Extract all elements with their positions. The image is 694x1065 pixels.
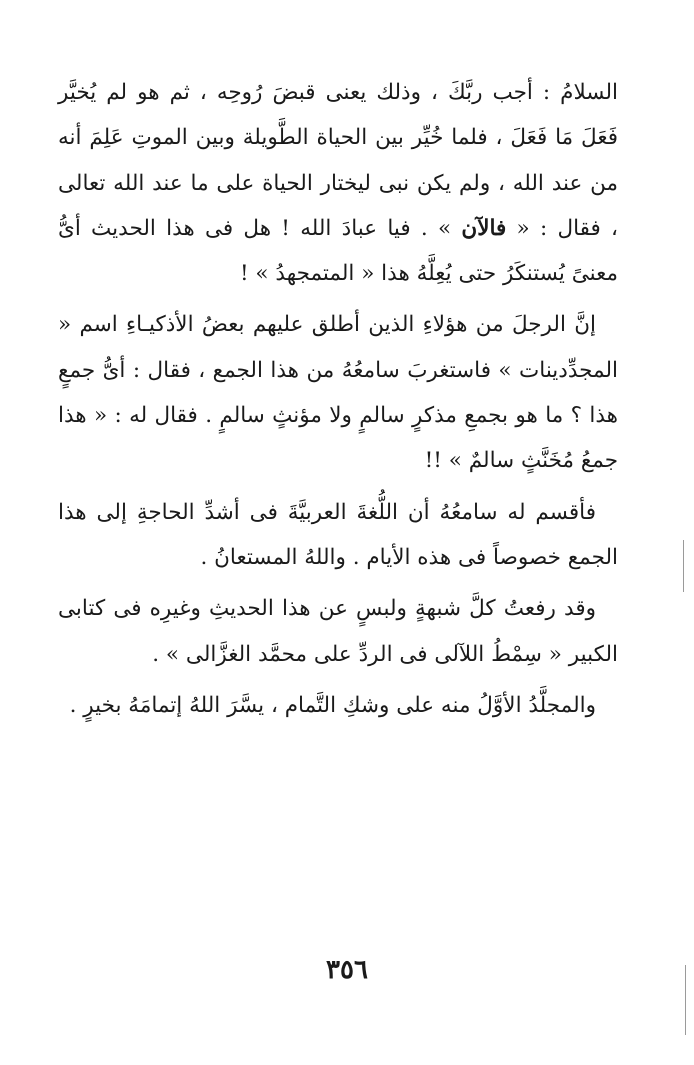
paragraph-1 — [58, 70, 618, 296]
paragraph-3: فأقسم له سامعُهُ أن اللُّغةَ العربيَّةَ فى أشدِّ الحاجةِ إلى هذا الجمع خصوصاً فى هذه الأيام . واللهُ المستعانُ . — [58, 499, 618, 570]
paragraph-1-end: » . فيا عبادَ الله ! هل فى هذا الحديث أىُّ معنىً يُستنكَرُ حتى يُعِلَّهُ هذا « المتمجهدُ » ! — [58, 215, 618, 287]
page-body — [58, 70, 618, 728]
paragraph-1-start: السلامُ : أجب ربَّكَ ، وذلك يعنى قبضَ رُوحِه ، ثم هو لم يُخيَّر فَعَلَ مَا فَعَلَ ، فلما خُيِّر بين الحياة الطَّويلة وبين الموتِ عَلِمَ أنه من عند الله ، ولم يكن نبى ليختار الحياة على ما عند الله تعالى ، فقال : « — [58, 80, 618, 241]
paragraph-5: والمجلَّدُ الأوَّلُ منه على وشكِ التَّمام ، يسَّرَ اللهُ إتمامَهُ بخيرٍ . — [69, 692, 596, 718]
scan-edge-mark — [685, 965, 686, 1035]
page-number: ٣٥٦ — [326, 955, 368, 985]
paragraph-1-bold-word: فالآن — [461, 215, 507, 241]
scan-edge-mark — [683, 540, 684, 592]
paragraph-4: وقد رفعتُ كلَّ شبهةٍ ولبسٍ عن هذا الحديثِ وغيرِه فى كتابى الكبير « سِمْطُ اللآلى فى الردِّ على محمَّد الغزَّالى » . — [58, 596, 618, 667]
paragraph-2: إنَّ الرجلَ من هؤلاءِ الذين أطلق عليهم بعضُ الأذكيـاءِ اسم « المجدِّدينات » فاستغربَ سامعُهُ من هذا الجمع ، فقال : أىُّ جمعٍ هذا ؟ ما هو بجمعِ مذكرٍ سالمٍ ولا مؤنثٍ سالمٍ . فقال له : « هذا جمعُ مُخَنَّثٍ سالمٌ » !! — [58, 312, 618, 474]
